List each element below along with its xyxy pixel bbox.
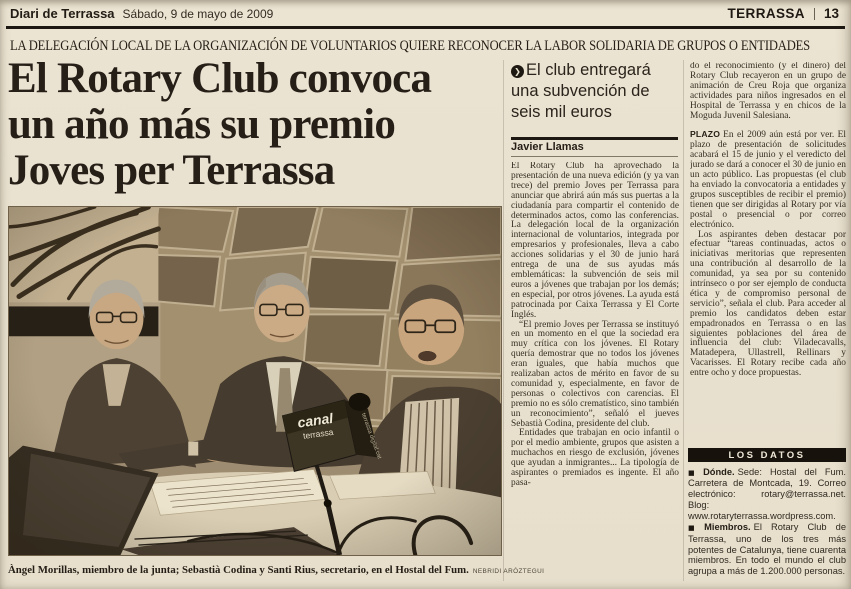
standfirst (511, 60, 677, 123)
datos-lead: Miembros. (704, 522, 751, 533)
plazo-text: En el 2009 aún está por ver. El plazo de presentación de solicitudes acabará el 15 de junio y el veredicto del jurado se dará a conocer el 30 de junio en un acto público. Las propuestas (el club ha enviado la convocatoria a entidades y grupos susceptibles de recibir el premio) tienen que ser dirigidas al Rotary por vía postal o presencial o por correo electrónico. (690, 130, 846, 230)
paper-name: Diari de Terrassa (10, 6, 115, 21)
datos-item (688, 467, 846, 521)
byline-rule-thin (511, 156, 678, 157)
paragraph: El Rotary Club ha aprovechado la presentación de una nueva edición (y ya van trece) del premio Joves per Terrassa para anunciar que abrirá aún más sus puertas a la ciudadanía para compartir el contenido de determinados actos, como las conferencias. La delegación local de la organización internacional de voluntarios, integrada por empresarios y profesionales, lleva a cabo acciones solidarias y el 30 de junio hará entrega de una de sus ayudas más emblemáticas: la subvención de seis mil euros a jóvenes que trabajan por los demás; en especial, por otros jóvenes. La ayuda está patrocinada por Caixa Terrassa y El Corte Inglés. (511, 162, 679, 320)
paragraph (690, 130, 846, 230)
section-name: TERRASSA (727, 6, 805, 21)
headline (8, 56, 504, 194)
masthead-rule (6, 26, 845, 29)
page-number: 13 (823, 6, 839, 21)
paragraph: do el reconocimiento (y el dinero) del Rotary Club recayeron en un grupo de animación de Creu Roja que organiza actividades para niños ingresados en el Hospital de Terrassa y en chicos de la Moguda Juvenil Salesiana. (690, 62, 846, 121)
datos-box (688, 467, 846, 578)
datos-title-bar: LOS DATOS (688, 448, 846, 462)
photo-credit: NEBRIDI ARÓZTEGUI (472, 568, 545, 575)
masthead-left (10, 5, 273, 23)
paragraph: “El premio Joves per Terrassa se instituyó en un momento en el que la sociedad era muy crítica con los jóvenes. El Rotary quería demostrar que no todos los jóvenes eran iguales, que había muchos que realizaban actos de mérito en favor de su comunidad y, especialmente, en favor de personas o colectivos con carencias. El premio no es sólo crematístico, sino también un reconocimiento”, señaló el jueves Sebastià Codina, presidente del club. (511, 319, 679, 429)
paragraph: Los aspirantes deben destacar por efectuar “tareas continuadas, actos o iniciativas meritorias que representen una contribución al desarrollo de la comunidad, ya sea por su contenido intrínseco o por ser ejemplo de conducta ética y de compromiso personal de servicio”, señala el club. Para acceder al premio los candidatos deben estar empadronados en Terrassa o en las siguientes poblaciones del área de influencia del club: Viladecavalls, Matadepera, Ullastrell, Rellinars y Vacarisses. El Rotary recibe cada año entre ocho y doce propuestas. (690, 229, 846, 379)
masthead (10, 5, 839, 23)
datos-text: El Rotary Club de Terrassa, uno de los tres más potentes de Catalunya, tiene cuarenta miembros. En todo el mundo el club agrupa a más de 1.200.000 personas. (688, 522, 846, 577)
photo-caption: Àngel Morillas, miembro de la junta; Sebastià Codina y Santi Rius, secretario, en el Hostal del Fum. (8, 564, 469, 576)
square-bullet-icon: ■ (688, 523, 702, 532)
article-column-2 (690, 62, 846, 442)
square-bullet-icon: ■ (688, 468, 701, 477)
paragraph: Entidades que trabajan en ocio infantil o por el medio ambiente, grupos que asisten a muchachos en riesgo de exclusión, jóvenes que ayudan a inmigrantes... La tipología de aspirantes o premiados es ingente. El año pasa- (511, 428, 679, 488)
byline-rule-thick (511, 137, 678, 140)
datos-text: Sede: Hostal del Fum. Carretera de Montcada, 19. Correo electrónico: rotary@terrassa.net. Blog: www.rotaryterrassa.wordpress.com. (688, 467, 846, 521)
kicker: LA DELEGACIÓN LOCAL DE LA ORGANIZACIÓN DE VOLUNTARIOS QUIERE RECONOCER LA LABOR SOLIDARIA DE GRUPOS O ENTIDADES (10, 38, 811, 54)
plazo-lead: PLAZO (690, 129, 721, 140)
caption-row (8, 560, 545, 578)
masthead-right (728, 6, 840, 21)
news-photo (8, 206, 502, 556)
column-divider (683, 60, 684, 581)
headline-line: El Rotary Club convoca (8, 55, 432, 102)
datos-lead: Dónde. (703, 467, 735, 477)
arrow-bullet-icon: ❯ (511, 65, 524, 78)
datos-item (688, 522, 846, 576)
byline: Javier Llamas (511, 141, 584, 153)
photo-vignette (9, 207, 501, 555)
masthead-divider (814, 8, 815, 20)
standfirst-text: El club entregará una subvención de seis mil euros (511, 61, 651, 121)
headline-line: un año más su premio (8, 101, 396, 148)
news-photo-illustration (9, 207, 501, 555)
article-column-1 (511, 162, 679, 589)
headline-line: Joves per Terrassa (8, 147, 335, 194)
issue-date: Sábado, 9 de mayo de 2009 (122, 7, 274, 21)
column-divider (503, 60, 504, 581)
